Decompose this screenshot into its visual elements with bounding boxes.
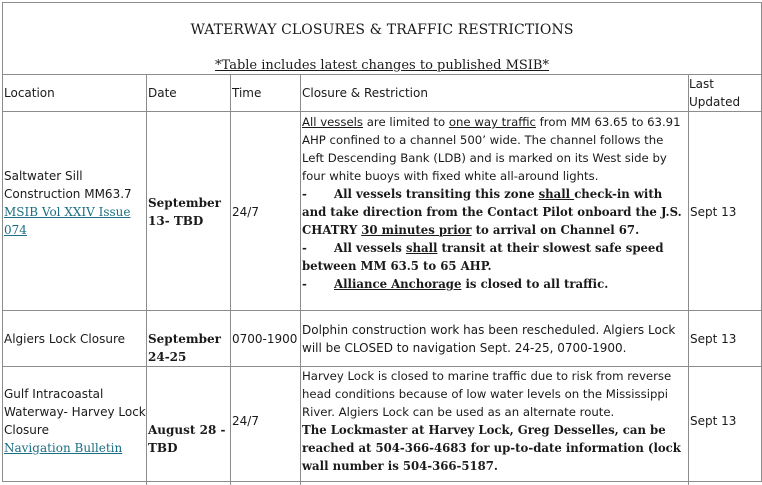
msib-link[interactable]: MSIB Vol XXIV Issue 074 — [4, 205, 131, 237]
row-divider — [3, 111, 761, 112]
table-row-2-time: 0700-1900 — [232, 332, 298, 346]
closure-text: All vessels — [334, 241, 406, 255]
closure-text: All vessels transiting this zone — [334, 187, 539, 201]
closure-text: Alliance Anchorage — [334, 277, 462, 291]
location-text: Saltwater Sill Construction MM63.7 — [4, 169, 132, 201]
closure-text: are limited to — [363, 115, 449, 129]
closure-text: All vessels — [302, 115, 364, 129]
header-location: Location — [4, 86, 55, 100]
column-divider — [688, 75, 689, 485]
closure-bullet — [302, 185, 688, 239]
closure-bullet — [302, 275, 688, 293]
table-row-1-closure — [302, 113, 688, 293]
table-row-2-date: September 24-25 — [148, 332, 221, 364]
page-title: WATERWAY CLOSURES & TRAFFIC RESTRICTIONS — [190, 22, 574, 38]
table-row-3-time: 24/7 — [232, 414, 259, 428]
closure-text: shall — [405, 241, 438, 255]
bullet-mark: - — [302, 277, 307, 291]
header-time: Time — [232, 86, 262, 100]
table-subtitle: *Table includes latest changes to published MSIB* — [215, 58, 549, 73]
closure-text: transit at their slowest safe speed between MM 63.5 to 65 AHP. — [302, 241, 664, 273]
row-divider — [3, 310, 761, 311]
column-divider — [230, 75, 231, 485]
closure-bullet — [302, 239, 688, 275]
closure-text: to arrival on Channel 67. — [471, 223, 640, 237]
closure-paragraph — [302, 113, 688, 185]
table-row-1-location — [4, 167, 144, 239]
table-row-2-location: Algiers Lock Closure — [4, 332, 126, 346]
table-row-3-date: August 28 - TBD — [148, 423, 226, 455]
header-closure: Closure & Restriction — [302, 86, 428, 100]
header-last-updated — [689, 75, 761, 111]
table-row-3-updated: Sept 13 — [690, 414, 737, 428]
bullet-mark: - — [302, 187, 307, 201]
navigation-bulletin-link[interactable]: Navigation Bulletin — [4, 441, 123, 455]
table-row-1-date: September 13- TBD — [148, 196, 221, 228]
column-divider — [146, 75, 147, 485]
table-row-2-closure: Dolphin construction work has been rescheduled. Algiers Lock will be CLOSED to navigation Sept. 24-25, 0700-1900. — [302, 323, 676, 355]
header-last-updated-line2: Updated — [689, 95, 741, 109]
location-text: Gulf Intracoastal Waterway- Harvey Lock Closure — [4, 387, 146, 437]
bullet-mark: - — [302, 241, 307, 255]
closure-text: from MM 63.65 to 63.91 AHP confined to a channel 500’ wide. The channel follows the Left Descending Bank (LDB) and is marked on its West side by four white buoys with fixed white all-around lights. — [302, 115, 681, 183]
table-row-1-time: 24/7 — [232, 205, 259, 219]
table-title-row — [3, 3, 761, 75]
closure-text: check-in with and take direction from the Contact Pilot onboard the J.S. CHATRY — [302, 187, 682, 237]
column-divider — [300, 75, 301, 485]
table-row-1-updated: Sept 13 — [690, 205, 737, 219]
table-row-2-updated: Sept 13 — [690, 332, 737, 346]
table-row-3-closure — [302, 367, 688, 475]
closures-table — [2, 2, 762, 482]
closure-text: shall — [538, 187, 575, 201]
closure-text: one way traffic — [448, 115, 536, 129]
table-row-3-location — [4, 385, 146, 457]
header-last-updated-line1: Last — [689, 77, 714, 91]
closure-paragraph: Harvey Lock is closed to marine traffic due to risk from reverse head conditions because of low water levels on the Mississippi River. Algiers Lock can be used as an alternate route. — [302, 369, 672, 419]
header-date: Date — [148, 86, 177, 100]
closure-text: is closed to all traffic. — [461, 277, 609, 291]
closure-text: 30 minutes prior — [361, 223, 472, 237]
closure-paragraph: The Lockmaster at Harvey Lock, Greg Desselles, can be reached at 504-366-4683 for up-to-date information (lock wall number is 504-366-5187. — [302, 423, 681, 473]
